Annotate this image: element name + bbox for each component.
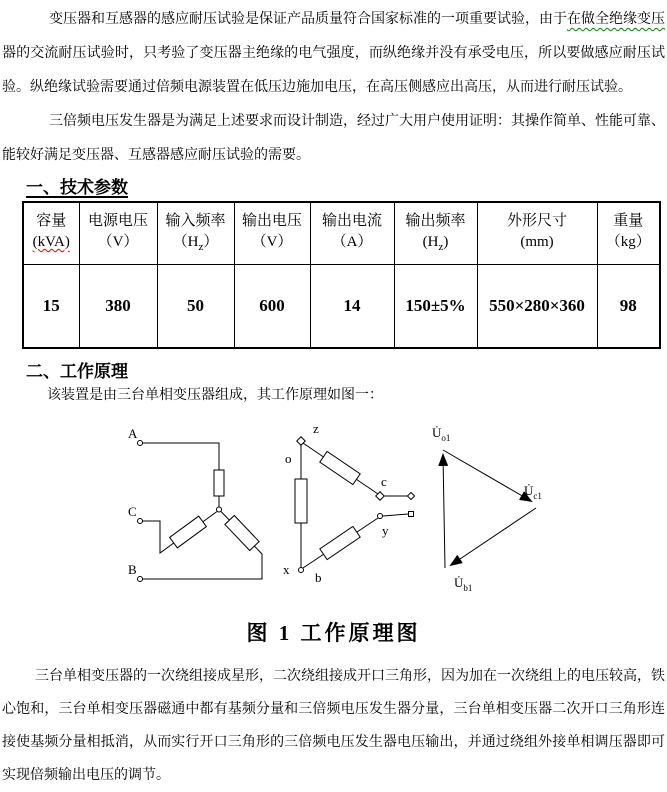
- terminal-b-node: [138, 577, 143, 582]
- open-delta-diagram: [295, 437, 415, 573]
- cell-supply-voltage: 380: [79, 264, 157, 348]
- col-header-input-frequency-unit: $(H_z)$: [172, 233, 219, 253]
- section-heading-tech-params: 一、技术参数: [26, 178, 128, 197]
- winding-c: [170, 516, 207, 548]
- col-header-output-frequency-label: 输出频率: [405, 212, 466, 229]
- col-header-output-voltage: [234, 202, 310, 264]
- figure-caption: 图 1 工作原理图: [246, 621, 421, 645]
- winding-by: [320, 526, 360, 559]
- tech-params-table: [22, 201, 661, 349]
- grammar-squiggle-text: 在做全绝缘变压: [567, 12, 665, 27]
- label-x: x: [283, 562, 290, 577]
- section-heading-principle: 二、工作原理: [26, 362, 128, 381]
- col-header-dimensions-label: 外形尺寸: [506, 212, 567, 229]
- col-header-dimensions-unit: (mm): [520, 233, 554, 250]
- working-principle-figure: [2, 415, 667, 600]
- col-header-weight-label: 重量: [613, 212, 644, 229]
- col-header-output-frequency-unit: $(H_z)$: [422, 233, 449, 253]
- col-header-input-frequency-label: 输入频率: [165, 212, 226, 229]
- label-o: o: [285, 451, 292, 466]
- phasor-label-uo1: $U̇_{o1}$: [432, 425, 451, 443]
- winding-b: [225, 515, 259, 550]
- table-header-row: [23, 202, 660, 264]
- col-header-supply-voltage: [79, 202, 157, 264]
- label-b: b: [315, 570, 322, 585]
- label-phase-c: C: [128, 504, 137, 519]
- star-connection-diagram: [138, 441, 263, 582]
- col-header-supply-voltage-unit: （V）: [97, 233, 139, 250]
- cell-output-voltage: 600: [234, 264, 310, 348]
- col-header-output-frequency: [394, 202, 477, 264]
- star-center-node: [217, 507, 222, 512]
- label-phase-b: B: [128, 562, 137, 577]
- cell-dimensions: 550×280×360: [477, 264, 597, 348]
- cell-output-current: 14: [310, 264, 394, 348]
- col-header-output-voltage-unit: （V）: [251, 233, 293, 250]
- col-header-output-current-unit: （A）: [331, 233, 373, 250]
- col-header-output-current-label: 输出电流: [321, 212, 382, 229]
- label-c: c: [381, 474, 387, 489]
- cell-output-frequency: 150±5%: [394, 264, 477, 348]
- terminal-a-node: [138, 441, 143, 446]
- label-y: y: [382, 523, 389, 538]
- paragraph-1: [2, 3, 665, 105]
- cell-capacity: 15: [23, 264, 79, 348]
- col-header-weight: [597, 202, 660, 264]
- paragraph-2: 三倍频电压发生器是为满足上述要求而设计制造，经过广大用户使用证明：其操作简单、性能可靠、能较好满足变压器、互感器感应耐压试验的需要。: [2, 114, 665, 163]
- col-header-capacity: [23, 202, 79, 264]
- paragraph-1-text-a: 变压器和互感器的感应耐压试验是保证产品质量符合国家标准的一项重要试验，由于: [49, 12, 567, 27]
- winding-a: [214, 470, 224, 496]
- delta-bottom-node: [299, 568, 304, 573]
- cell-input-frequency: 50: [157, 264, 234, 348]
- terminal-y-out-end: [409, 512, 414, 517]
- label-z: z: [313, 421, 319, 436]
- col-header-output-current: [310, 202, 394, 264]
- terminal-c-node: [138, 519, 143, 524]
- paragraph-1-text-b: 器的交流耐压试验时，只考验了变压器主绝缘的电气强度，而纵绝缘并没有承受电压，所以要做感应耐压试验。纵绝缘试验需要通过倍频电源装置在低压边施加电压，在高压侧感应出高压，从而进行耐压试验。: [2, 46, 665, 95]
- phasor-label-ub1: $U̇_{b1}$: [454, 575, 473, 593]
- col-header-capacity-label: 容量: [36, 212, 67, 229]
- col-header-dimensions: [477, 202, 597, 264]
- terminal-c-out-end: [407, 492, 414, 499]
- col-header-capacity-unit: (kVA): [32, 233, 70, 250]
- phasor-label-uc1: $U̇_{c1}$: [524, 483, 542, 501]
- principle-intro: 该装置是由三台单相变压器组成，其工作原理如图一：: [47, 388, 383, 403]
- col-header-output-voltage-label: 输出电压: [241, 212, 302, 229]
- terminal-y-out-node: [378, 514, 383, 519]
- col-header-input-frequency: [157, 202, 234, 264]
- cell-weight: 98: [597, 264, 660, 348]
- paragraph-3: 三台单相变压器的一次绕组接成星形，二次绕组接成开口三角形，因为加在一次绕组上的电压较高，铁心饱和，三台单相变压器磁通中都有基频分量和三倍频电压发生器分量，三台单相变压器二次开口三角形连接使基频分量相抵消，从而实行开口三角形的三倍频电压发生器电压输出，并通过绕组外接单相调压器即可实现倍频输出电压的调节。: [2, 669, 665, 783]
- winding-zc: [320, 451, 360, 484]
- winding-ox: [295, 479, 307, 523]
- label-phase-a: A: [128, 426, 138, 441]
- table-data-row: [23, 264, 660, 348]
- col-header-supply-voltage-label: 电源电压: [87, 212, 148, 229]
- col-header-weight-unit: （kg）: [605, 233, 651, 250]
- phasor-triangle-diagram: [443, 450, 536, 568]
